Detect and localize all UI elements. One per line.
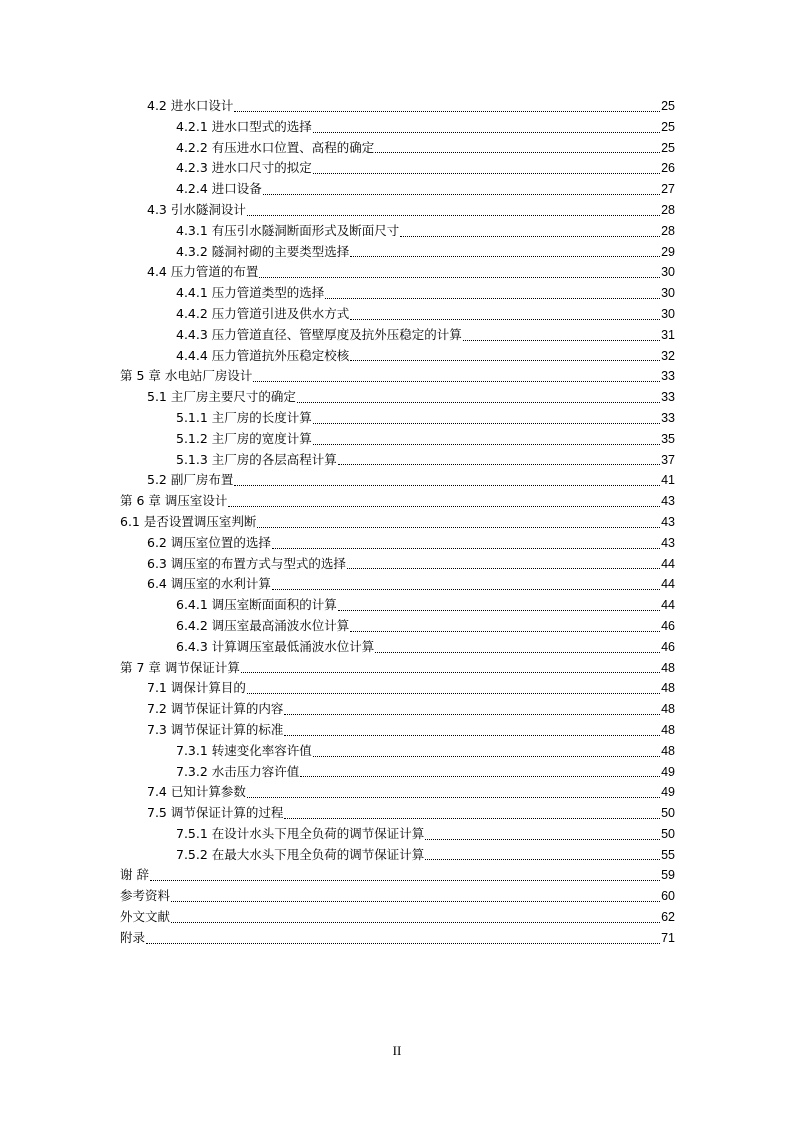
toc-entry-title: 4.2.3 进水口尺寸的拟定 [176, 160, 312, 176]
toc-entry-page: 44 [661, 598, 675, 613]
toc-dot-leader [241, 672, 660, 673]
toc-entry-title: 6.4 调压室的水利计算 [147, 576, 271, 592]
toc-entry-page: 49 [661, 764, 675, 779]
toc-dot-leader [284, 818, 660, 819]
toc-entry-title: 7.3.1 转速变化率容许值 [176, 742, 312, 758]
toc-entry-page: 48 [661, 722, 675, 737]
toc-dot-leader [247, 693, 660, 694]
toc-entry-title: 附录 [120, 929, 146, 945]
toc-entry-title: 6.1 是否设置调压室判断 [120, 513, 257, 529]
toc-dot-leader [375, 652, 660, 653]
toc-entry[interactable] [120, 117, 675, 138]
toc-dot-leader [300, 776, 660, 777]
toc-entry[interactable] [120, 845, 675, 866]
toc-entry-page: 48 [661, 681, 675, 696]
toc-entry-title: 6.4.3 计算调压室最低涌波水位计算 [176, 638, 375, 654]
toc-entry-page: 31 [661, 327, 675, 342]
toc-entry-page: 33 [661, 369, 675, 384]
toc-entry-page: 48 [661, 660, 675, 675]
toc-entry-title: 5.2 副厂房布置 [147, 472, 234, 488]
toc-entry-page: 41 [661, 473, 675, 488]
toc-dot-leader [247, 797, 660, 798]
toc-entry[interactable] [120, 450, 675, 471]
toc-entry-page: 71 [661, 930, 675, 945]
toc-dot-leader [313, 132, 660, 133]
toc-entry-page: 28 [661, 223, 675, 238]
toc-entry-page: 30 [661, 265, 675, 280]
toc-entry[interactable] [120, 762, 675, 783]
toc-dot-leader [375, 152, 660, 153]
toc-dot-leader [350, 256, 660, 257]
toc-entry[interactable] [120, 616, 675, 637]
toc-entry-title: 7.4 已知计算参数 [147, 784, 246, 800]
toc-dot-leader [247, 215, 660, 216]
toc-entry-page: 37 [661, 452, 675, 467]
toc-dot-leader [272, 589, 660, 590]
toc-entry[interactable] [120, 782, 675, 803]
toc-entry-title: 参考资料 [120, 888, 171, 904]
toc-dot-leader [171, 901, 660, 902]
toc-entry-page: 26 [661, 161, 675, 176]
toc-entry-page: 62 [661, 910, 675, 925]
toc-entry-page: 28 [661, 202, 675, 217]
toc-dot-leader [272, 548, 660, 549]
toc-entry[interactable] [120, 554, 675, 575]
toc-entry-page: 50 [661, 826, 675, 841]
toc-entry-page: 32 [661, 348, 675, 363]
toc-entry[interactable] [120, 242, 675, 263]
toc-entry-title: 第 5 章 水电站厂房设计 [120, 368, 253, 384]
toc-entry-page: 33 [661, 390, 675, 405]
toc-dot-leader [259, 277, 660, 278]
toc-entry[interactable] [120, 699, 675, 720]
toc-entry[interactable] [120, 262, 675, 283]
toc-entry-title: 7.5.2 在最大水头下甩全负荷的调节保证计算 [176, 846, 425, 862]
toc-entry-title: 谢 辞 [120, 867, 149, 883]
toc-entry-page: 46 [661, 618, 675, 633]
toc-dot-leader [253, 381, 660, 382]
toc-entry-page: 25 [661, 99, 675, 113]
toc-entry[interactable] [120, 158, 675, 179]
toc-entry-title: 4.2 进水口设计 [147, 98, 234, 113]
toc-dot-leader [284, 735, 660, 736]
toc-dot-leader [234, 111, 660, 112]
toc-dot-leader [313, 756, 660, 757]
toc-dot-leader [425, 859, 660, 860]
toc-dot-leader [400, 236, 660, 237]
toc-entry-page: 59 [661, 868, 675, 883]
toc-entry[interactable] [120, 720, 675, 741]
toc-dot-leader [257, 527, 660, 528]
toc-entry[interactable] [120, 325, 675, 346]
toc-dot-leader [150, 880, 660, 881]
toc-entry[interactable] [120, 283, 675, 304]
toc-entry-page: 33 [661, 410, 675, 425]
toc-entry-page: 30 [661, 306, 675, 321]
toc-dot-leader [263, 194, 660, 195]
toc-dot-leader [284, 714, 660, 715]
toc-entry[interactable] [120, 387, 675, 408]
toc-entry-page: 60 [661, 889, 675, 904]
toc-entry-title: 第 7 章 调节保证计算 [120, 659, 240, 675]
toc-entry[interactable] [120, 221, 675, 242]
toc-entry[interactable] [120, 138, 675, 159]
toc-dot-leader [463, 340, 660, 341]
toc-entry[interactable] [120, 304, 675, 325]
toc-dot-leader [313, 173, 660, 174]
toc-entry[interactable] [120, 907, 675, 928]
toc-entry-title: 4.4 压力管道的布置 [147, 264, 259, 280]
toc-entry[interactable] [120, 470, 675, 491]
toc-entry-page: 25 [661, 119, 675, 134]
toc-entry[interactable] [120, 886, 675, 907]
toc-entry-title: 4.4.4 压力管道抗外压稳定校核 [176, 347, 350, 363]
toc-entry-title: 7.3 调节保证计算的标准 [147, 721, 284, 737]
toc-dot-leader [425, 839, 660, 840]
toc-entry[interactable] [120, 408, 675, 429]
toc-entry-title: 4.4.1 压力管道类型的选择 [176, 285, 325, 301]
toc-dot-leader [350, 319, 660, 320]
toc-entry[interactable] [120, 595, 675, 616]
toc-entry-title: 第 6 章 调压室设计 [120, 493, 228, 509]
toc-entry[interactable] [120, 824, 675, 845]
toc-entry-title: 5.1.1 主厂房的长度计算 [176, 409, 312, 425]
toc-entry-title: 4.2.2 有压进水口位置、高程的确定 [176, 139, 375, 155]
toc-dot-leader [350, 360, 660, 361]
toc-dot-leader [350, 631, 660, 632]
toc-entry-page: 55 [661, 847, 675, 862]
toc-entry-title: 4.3.2 隧洞衬砌的主要类型选择 [176, 243, 350, 259]
toc-entry-title: 7.1 调保计算目的 [147, 680, 246, 696]
toc-entry-page: 27 [661, 182, 675, 197]
toc-entry[interactable] [120, 491, 675, 512]
toc-entry-page: 48 [661, 743, 675, 758]
toc-entry-title: 7.5.1 在设计水头下甩全负荷的调节保证计算 [176, 825, 425, 841]
toc-entry-page: 49 [661, 785, 675, 800]
toc-entry[interactable] [120, 574, 675, 595]
toc-entry-title: 4.3.1 有压引水隧洞断面形式及断面尺寸 [176, 222, 400, 238]
toc-entry-title: 5.1 主厂房主要尺寸的确定 [147, 389, 296, 405]
toc-dot-leader [325, 298, 660, 299]
toc-entry[interactable] [120, 96, 675, 117]
toc-entry[interactable] [120, 928, 675, 949]
toc-entry[interactable] [120, 429, 675, 450]
toc-entry-title: 5.1.3 主厂房的各层高程计算 [176, 451, 337, 467]
toc-entry-title: 7.5 调节保证计算的过程 [147, 805, 284, 821]
toc-entry[interactable] [120, 637, 675, 658]
toc-entry[interactable] [120, 346, 675, 367]
toc-dot-leader [234, 485, 660, 486]
toc-dot-leader [313, 423, 660, 424]
toc-entry-title: 4.3 引水隧洞设计 [147, 201, 246, 217]
toc-dot-leader [347, 568, 660, 569]
toc-entry[interactable] [120, 533, 675, 554]
toc-entry[interactable] [120, 865, 675, 886]
toc-entry-page: 44 [661, 577, 675, 592]
toc-entry-title: 5.1.2 主厂房的宽度计算 [176, 430, 312, 446]
toc-entry[interactable] [120, 803, 675, 824]
toc-entry-title: 4.4.2 压力管道引进及供水方式 [176, 305, 350, 321]
toc-entry-title: 4.2.4 进口设备 [176, 181, 262, 197]
toc-entry-page: 43 [661, 535, 675, 550]
table-of-contents [120, 96, 675, 949]
toc-entry-title: 6.3 调压室的布置方式与型式的选择 [147, 555, 346, 571]
toc-entry-title: 4.4.3 压力管道直径、管壁厚度及抗外压稳定的计算 [176, 326, 462, 342]
page-number: II [392, 1043, 402, 1058]
toc-entry-title: 6.2 调压室位置的选择 [147, 534, 271, 550]
toc-entry-title: 7.2 调节保证计算的内容 [147, 701, 284, 717]
toc-entry[interactable] [120, 678, 675, 699]
toc-dot-leader [171, 922, 660, 923]
toc-dot-leader [338, 464, 660, 465]
toc-entry-page: 44 [661, 556, 675, 571]
toc-entry-title: 6.4.1 调压室断面面积的计算 [176, 597, 337, 613]
toc-entry[interactable] [120, 512, 675, 533]
toc-entry-page: 25 [661, 140, 675, 155]
toc-entry[interactable] [120, 741, 675, 762]
toc-entry[interactable] [120, 179, 675, 200]
toc-entry[interactable] [120, 200, 675, 221]
toc-entry-title: 外文文献 [120, 909, 171, 925]
toc-dot-leader [313, 444, 660, 445]
toc-dot-leader [297, 402, 660, 403]
toc-entry-title: 4.2.1 进水口型式的选择 [176, 118, 312, 134]
toc-entry-page: 50 [661, 806, 675, 821]
toc-entry[interactable] [120, 366, 675, 387]
toc-entry-title: 6.4.2 调压室最高涌波水位计算 [176, 617, 350, 633]
toc-dot-leader [228, 506, 660, 507]
toc-entry-page: 43 [661, 514, 675, 529]
toc-dot-leader [338, 610, 660, 611]
toc-entry-page: 35 [661, 431, 675, 446]
toc-entry-title: 7.3.2 水击压力容许值 [176, 763, 300, 779]
toc-entry[interactable] [120, 658, 675, 679]
toc-entry-page: 46 [661, 639, 675, 654]
toc-entry-page: 29 [661, 244, 675, 259]
toc-entry-page: 43 [661, 494, 675, 509]
toc-dot-leader [146, 943, 660, 944]
toc-entry-page: 48 [661, 702, 675, 717]
toc-entry-page: 30 [661, 286, 675, 301]
